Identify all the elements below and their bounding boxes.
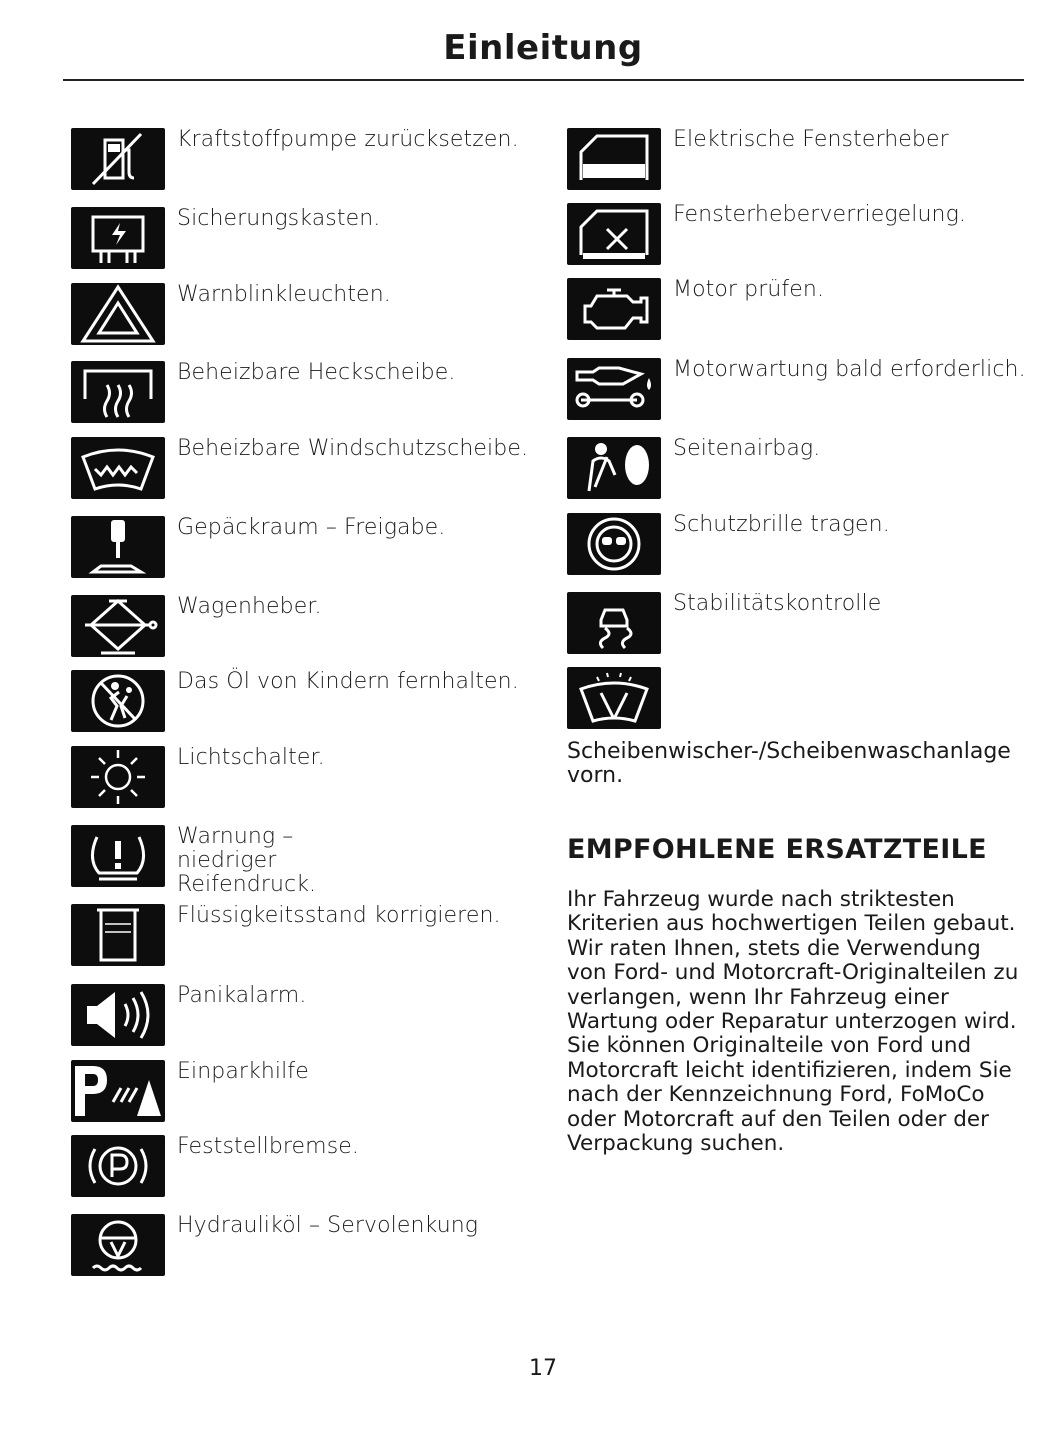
symbol-label: Flüssigkeitsstand korrigieren.	[177, 903, 501, 928]
power-windows-icon	[567, 128, 661, 190]
page-number: 17	[529, 1356, 557, 1381]
symbol-label: Wagenheber.	[177, 594, 322, 619]
symbol-label: Elektrische Fensterheber	[673, 127, 949, 152]
fuel-pump-reset-icon	[71, 128, 165, 190]
parking-aid-icon	[71, 1060, 165, 1122]
wiper-caption: Scheibenwischer-/Scheibenwaschanlage vorn.	[567, 739, 1011, 788]
symbol-label: Seitenairbag.	[673, 436, 821, 461]
low-tire-pressure-icon	[71, 825, 165, 887]
fuse-box-icon	[71, 207, 165, 269]
symbol-label: Lichtschalter.	[177, 745, 325, 770]
heated-windscreen-icon	[71, 437, 165, 499]
symbol-label: Hydrauliköl – Servolenkung	[177, 1213, 479, 1238]
service-engine-soon-icon	[567, 358, 661, 420]
front-wiper-washer-icon	[567, 667, 661, 729]
stability-control-icon	[567, 592, 661, 654]
light-switch-icon	[71, 746, 165, 808]
keep-away-children-icon	[71, 670, 165, 732]
symbol-label: Sicherungskasten.	[177, 206, 381, 231]
symbol-label: Feststellbremse.	[177, 1134, 360, 1159]
symbol-label: Motorwartung bald erforderlich.	[673, 357, 1026, 382]
panic-alarm-icon	[71, 984, 165, 1046]
symbol-label: Fensterheberverriegelung.	[673, 202, 966, 227]
check-engine-icon	[567, 278, 661, 340]
symbol-label: Gepäckraum – Freigabe.	[177, 515, 446, 540]
page-title: Einleitung	[443, 28, 643, 68]
title-divider	[63, 79, 1024, 81]
symbol-label: Schutzbrille tragen.	[673, 512, 890, 537]
symbol-label: Beheizbare Heckscheibe.	[177, 360, 456, 385]
symbol-label: Motor prüfen.	[673, 277, 825, 302]
symbol-label: Warnblinkleuchten.	[177, 282, 391, 307]
heated-rear-window-icon	[71, 361, 165, 423]
trunk-release-icon	[71, 516, 165, 578]
symbol-label: Kraftstoffpumpe zurücksetzen.	[177, 127, 519, 152]
safety-goggles-icon	[567, 513, 661, 575]
symbol-label: Stabilitätskontrolle	[673, 591, 882, 616]
symbol-label: Einparkhilfe	[177, 1059, 309, 1084]
symbol-label: Warnung – niedriger Reifendruck.	[177, 824, 317, 897]
fluid-level-icon	[71, 904, 165, 966]
symbol-label: Das Öl von Kindern fernhalten.	[177, 669, 519, 694]
hazard-warning-icon	[71, 283, 165, 345]
section-body: Ihr Fahrzeug wurde nach striktesten Kriterien aus hochwertigen Teilen gebaut. Wir raten Ihnen, stets die Verwendung von Ford- und Motorcraft-Originalteilen zu verlangen, wenn Ihr Fahrzeug einer Wartung oder Reparatur unterzogen wird. Sie können Originalteile von Ford und Motorcraft leicht identifizieren, indem Sie nach der Kennzeichnung Ford, FoMoCo oder Motorcraft auf den Teilen oder der Verpackung suchen.	[567, 887, 1019, 1157]
parking-brake-icon	[71, 1135, 165, 1197]
side-airbag-icon	[567, 437, 661, 499]
section-heading: EMPFOHLENE ERSATZTEILE	[567, 834, 987, 865]
symbol-label: Panikalarm.	[177, 983, 307, 1008]
jack-icon	[71, 595, 165, 657]
symbol-label: Beheizbare Windschutzscheibe.	[177, 436, 529, 461]
window-lock-icon	[567, 203, 661, 265]
power-steering-fluid-icon	[71, 1214, 165, 1276]
